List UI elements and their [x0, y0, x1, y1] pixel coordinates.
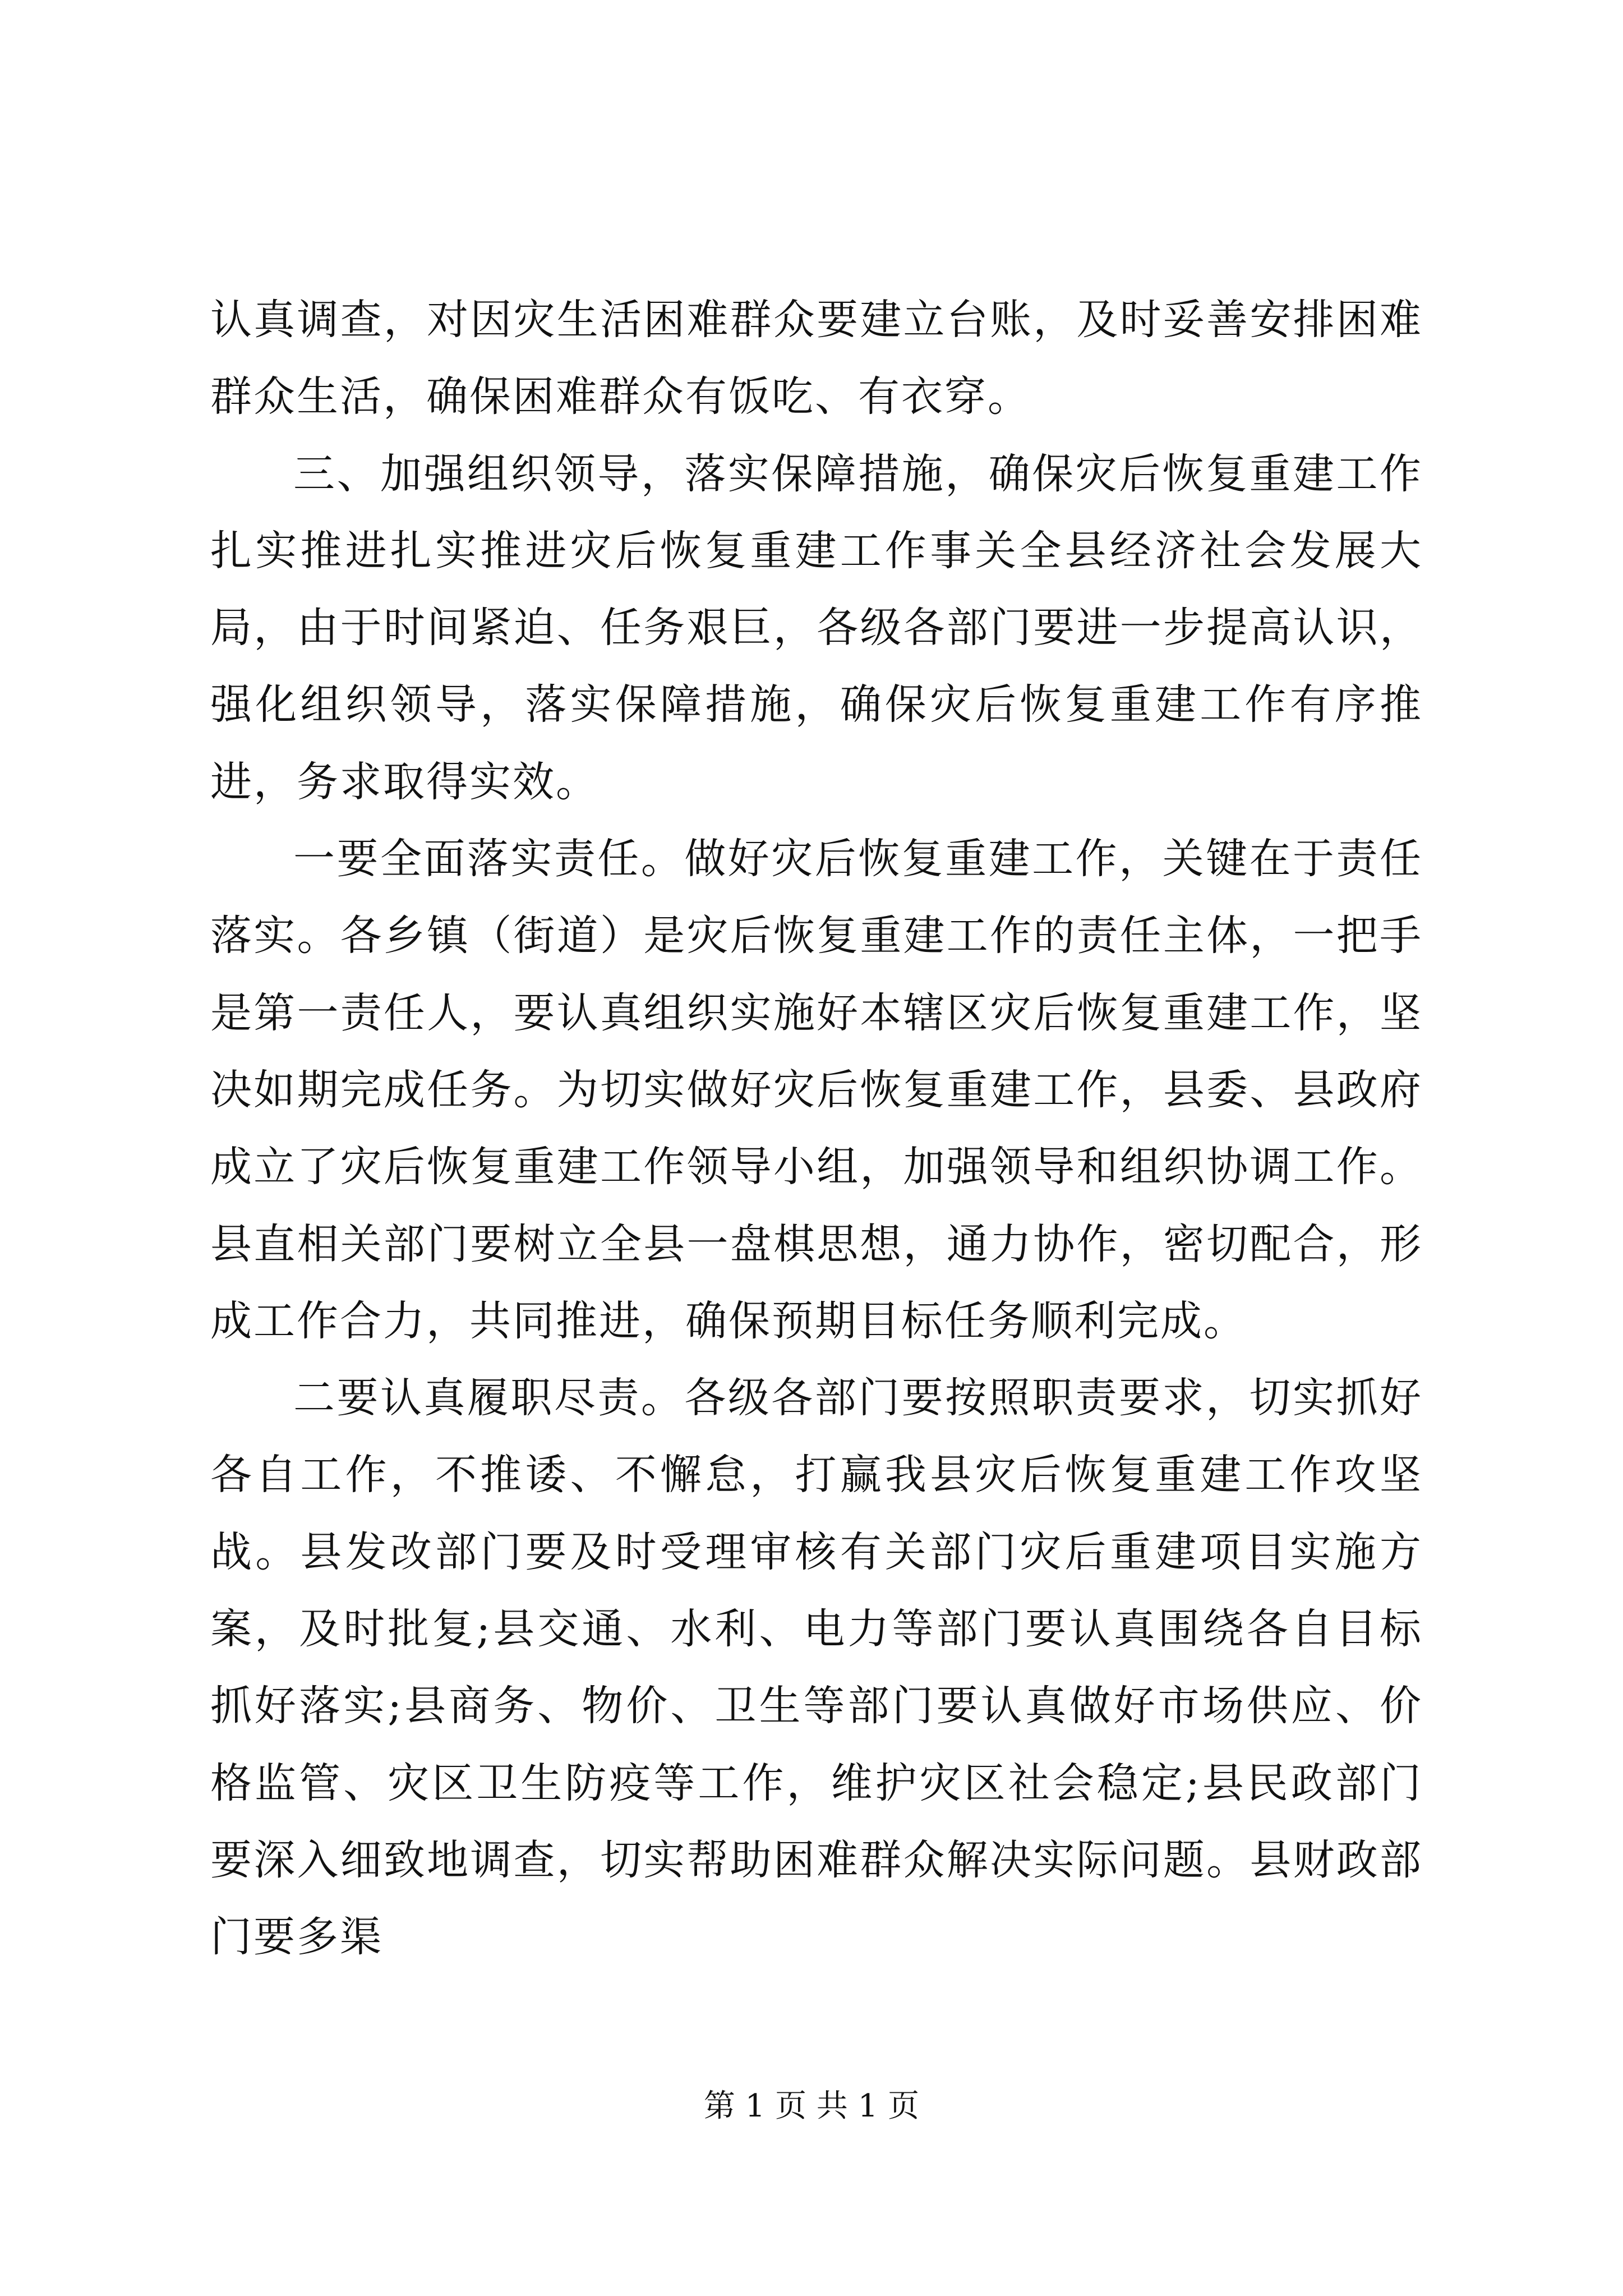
- document-body: [210, 282, 1423, 1976]
- paragraph-1: 认真调查，对因灾生活困难群众要建立台账，及时妥善安排困难群众生活，确保困难群众有饭吃、有衣穿。: [210, 296, 1423, 421]
- page-footer: 第 1 页 共 1 页: [703, 2088, 920, 2124]
- paragraph-4: 二要认真履职尽责。各级各部门要按照职责要求，切实抓好各自工作，不推诿、不懈怠，打赢我县灾后恢复重建工作攻坚战。县发改部门要及时受理审核有关部门灾后重建项目实施方案，及时批复;县交通、水利、电力等部门要认真围绕各自目标抓好落实;县商务、物价、卫生等部门要认真做好市场供应、价格监管、灾区卫生防疫等工作，维护灾区社会稳定;县民政部门要深入细致地调查，切实帮助困难群众解决实际问题。县财政部门要多渠: [210, 1374, 1423, 1962]
- paragraph-3: 一要全面落实责任。做好灾后恢复重建工作，关键在于责任落实。各乡镇（街道）是灾后恢复重建工作的责任主体，一把手是第一责任人，要认真组织实施好本辖区灾后恢复重建工作，坚决如期完成任务。为切实做好灾后恢复重建工作，县委、县政府成立了灾后恢复重建工作领导小组，加强领导和组织协调工作。县直相关部门要树立全县一盘棋思想，通力协作，密切配合，形成工作合力，共同推进，确保预期目标任务顺利完成。: [210, 835, 1423, 1345]
- paragraph-2: 三、加强组织领导，落实保障措施，确保灾后恢复重建工作扎实推进扎实推进灾后恢复重建工作事关全县经济社会发展大局，由于时间紧迫、任务艰巨，各级各部门要进一步提高认识，强化组织领导，落实保障措施，确保灾后恢复重建工作有序推进，务求取得实效。: [210, 449, 1423, 806]
